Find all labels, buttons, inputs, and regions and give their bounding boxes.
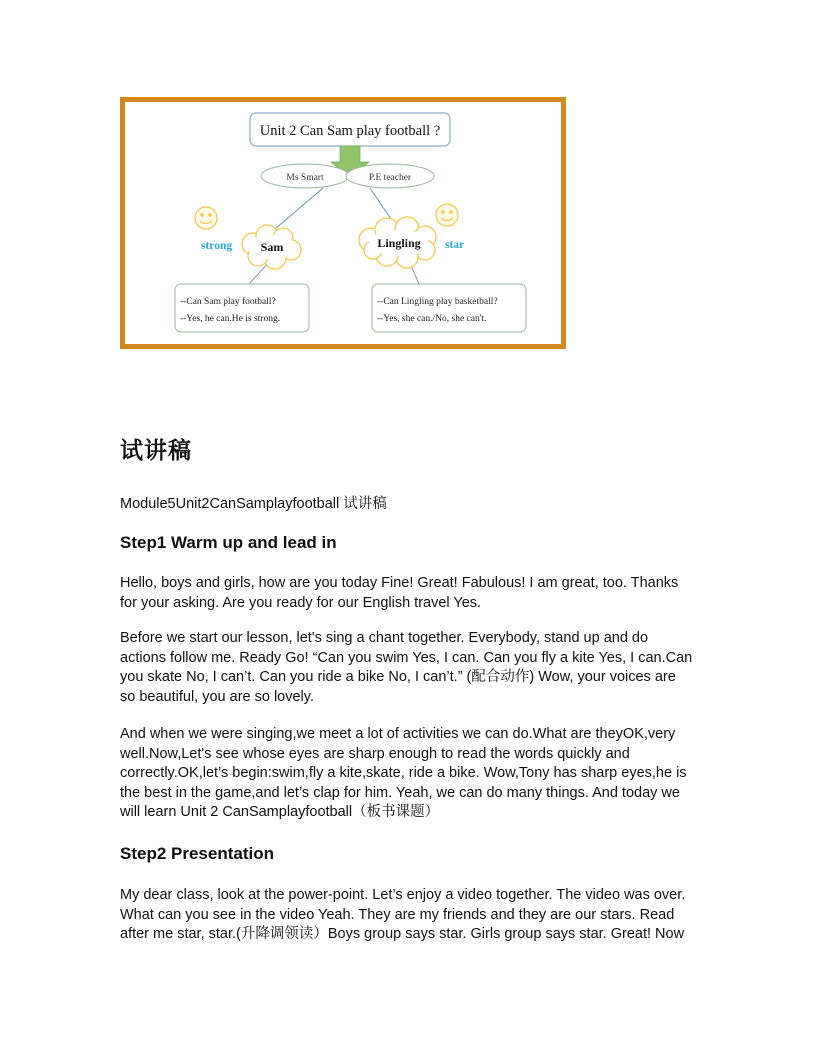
mind-map-figure <box>120 97 566 349</box>
keyword-star: star <box>445 239 465 251</box>
connector-line <box>275 188 323 229</box>
paragraph-3 <box>120 725 700 823</box>
dialogue-box-lingling <box>372 284 526 332</box>
dialogue-line: --Yes, she can./No, she can't. <box>377 314 487 324</box>
sam-label: Sam <box>260 240 284 254</box>
cloud-ms-smart-label: Ms Smart <box>286 173 324 183</box>
document-subtitle: Module5Unit2CanSamplayfootball 试讲稿 <box>120 496 387 512</box>
text-line: My dear class, look at the power-point. Let’s enjoy a video together. The video was over. <box>120 887 686 903</box>
text-line: Before we start our lesson, let's sing a chant together. Everybody, stand up and do <box>120 630 649 646</box>
mind-map-diagram <box>125 102 561 344</box>
dialogue-line: --Can Lingling play basketball? <box>377 297 498 307</box>
smiley-icon <box>195 207 217 229</box>
text-line: after me star, star.(升降调领读）Boys group says star. Girls group says star. Great! Now <box>120 926 685 942</box>
text-line: correctly.OK,let’s begin:swim,fly a kite,skate, ride a bike. Wow,Tony has sharp eyes,he is <box>120 765 687 781</box>
text-line: well.Now,Let's see whose eyes are sharp enough to read the words quickly and <box>120 745 630 762</box>
title-text: Unit 2 Can Sam play football ? <box>259 123 441 139</box>
text-line: for your asking. Are you ready for our English travel Yes. <box>120 594 482 611</box>
text-line: so beautiful, you are so lovely. <box>120 688 314 705</box>
text-line: actions follow me. Ready Go! “Can you swim Yes, I can. Can you fly a kite Yes, I can.Can <box>120 649 693 666</box>
paragraph-2 <box>120 629 700 707</box>
dialogue-box-sam <box>175 284 309 332</box>
text-line: And when we were singing,we meet a lot of activities we can do.What are theyOK,very <box>120 726 676 742</box>
document-title: 试讲稿 <box>120 438 192 464</box>
text-line: Hello, boys and girls, how are you today Fine! Great! Fabulous! I am great, too. Thanks <box>120 575 679 591</box>
section-heading-step2: Step2 Presentation <box>120 844 274 863</box>
smiley-icon <box>436 204 458 226</box>
dialogue-line: --Yes, he can.He is strong. <box>180 314 281 324</box>
lingling-label: Lingling <box>377 236 421 250</box>
keyword-strong: strong <box>201 240 233 252</box>
paragraph-1 <box>120 574 700 613</box>
section-heading-step1: Step1 Warm up and lead in <box>120 533 337 552</box>
text-line: will learn Unit 2 CanSamplayfootball（板书课题） <box>120 804 440 820</box>
dialogue-line: --Can Sam play football? <box>180 297 276 307</box>
text-line: What can you see in the video Yeah. They are my friends and they are our stars. Read <box>120 906 675 923</box>
text-line: the best in the game,and let’s clap for him. Yeah, we can do many things. And today we <box>120 784 680 801</box>
paragraph-4 <box>120 886 700 945</box>
cloud-pe-teacher-label: P.E teacher <box>368 173 412 183</box>
text-line: you skate No, I can’t. Can you ride a bike No, I can’t.” (配合动作) Wow, your voices are <box>120 669 676 685</box>
